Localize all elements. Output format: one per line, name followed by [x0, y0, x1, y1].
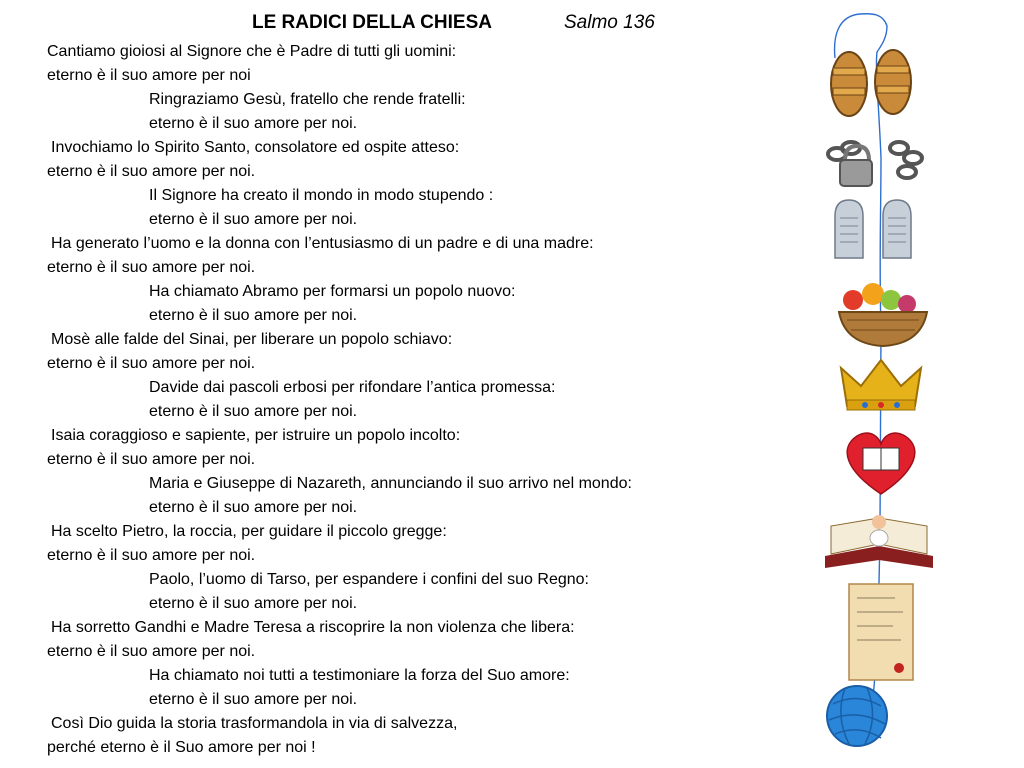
closing-line: Così Dio guida la storia trasformandola in via di salvezza, [51, 715, 458, 732]
refrain-line: eterno è il suo amore per noi. [47, 355, 256, 372]
verse-line: Maria e Giuseppe di Nazareth, annunciando il suo arrivo nel mondo: [149, 475, 632, 492]
verse-line: Paolo, l’uomo di Tarso, per espandere i confini del suo Regno: [149, 571, 589, 588]
verse-line: Ringraziamo Gesù, fratello che rende fratelli: [149, 91, 466, 108]
heart-bible-icon [847, 433, 915, 494]
refrain-line: eterno è il suo amore per noi. [149, 307, 358, 324]
crown-icon [841, 360, 921, 410]
psalm-text [47, 40, 807, 760]
refrain-line: eterno è il suo amore per noi. [149, 115, 358, 132]
refrain-line: eterno è il suo amore per noi. [149, 595, 358, 612]
refrain-line: eterno è il suo amore per noi [47, 67, 251, 84]
page-subtitle: Salmo 136 [564, 12, 655, 33]
refrain-line: eterno è il suo amore per noi. [149, 499, 358, 516]
refrain-line: eterno è il suo amore per noi. [149, 691, 358, 708]
fruit-basket-icon [839, 283, 927, 346]
verse-line: Davide dai pascoli erbosi per rifondare l’antica promessa: [149, 379, 556, 396]
verse-line: Ha chiamato Abramo per formarsi un popolo nuovo: [149, 283, 516, 300]
verse-line: Il Signore ha creato il mondo in modo stupendo : [149, 187, 494, 204]
refrain-line: eterno è il suo amore per noi. [47, 547, 256, 564]
page-title: LE RADICI DELLA CHIESA [252, 12, 492, 33]
verse-line: Cantiamo gioiosi al Signore che è Padre di tutti gli uomini: [47, 43, 457, 60]
refrain-line: eterno è il suo amore per noi. [47, 163, 256, 180]
title-row [252, 11, 655, 35]
illustration-thread [815, 8, 945, 760]
sandals-icon [831, 50, 911, 116]
verse-line: Mosè alle falde del Sinai, per liberare un popolo schiavo: [51, 331, 453, 348]
verse-line: Ha chiamato noi tutti a testimoniare la forza del Suo amore: [149, 667, 570, 684]
refrain-line: eterno è il suo amore per noi. [47, 259, 256, 276]
verse-line: Ha scelto Pietro, la roccia, per guidare il piccolo gregge: [51, 523, 447, 540]
verse-line: Isaia coraggioso e sapiente, per istruire un popolo incolto: [51, 427, 461, 444]
refrain-line: eterno è il suo amore per noi. [47, 451, 256, 468]
closing-line: perché eterno è il Suo amore per noi ! [47, 739, 316, 756]
verse-line: Ha generato l’uomo e la donna con l’entusiasmo di un padre e di una madre: [51, 235, 594, 252]
refrain-line: eterno è il suo amore per noi. [47, 643, 256, 660]
verse-line: Invochiamo lo Spirito Santo, consolatore ed ospite atteso: [51, 139, 460, 156]
verse-line: Ha sorretto Gandhi e Madre Teresa a riscoprire la non violenza che libera: [51, 619, 575, 636]
stone-tablets-icon [835, 200, 911, 258]
refrain-line: eterno è il suo amore per noi. [149, 403, 358, 420]
yarn-ball-icon [827, 686, 887, 746]
refrain-line: eterno è il suo amore per noi. [149, 211, 358, 228]
parchment-scroll-icon [849, 584, 913, 680]
chain-padlock-icon [828, 142, 922, 186]
